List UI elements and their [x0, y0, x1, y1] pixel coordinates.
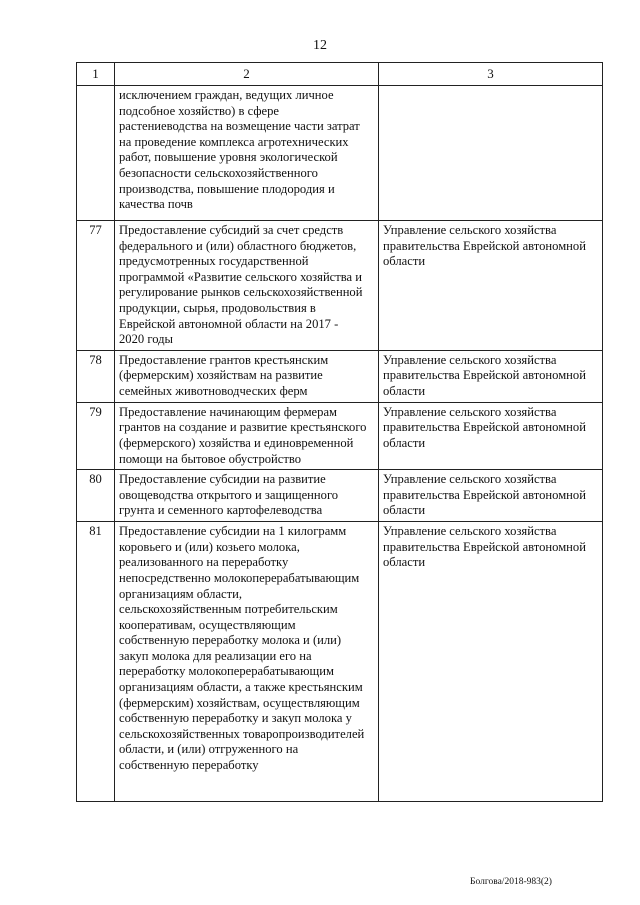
row-description: исключением граждан, ведущих личное подсобное хозяйство) в сфере растениеводства на возмещение части затрат на проведение комплекса агротехнических работ, повышение уровня экологической безопасности сельскохозяйственного производства, повышение плодородия и качества почв — [115, 86, 379, 221]
document-code: Болгова/2018-983(2) — [470, 877, 552, 887]
table-row — [77, 470, 603, 522]
row-number: 77 — [77, 221, 115, 351]
column-header-2: 2 — [115, 63, 379, 86]
column-header-3: 3 — [379, 63, 603, 86]
activities-table — [76, 62, 603, 802]
row-number: 81 — [77, 522, 115, 802]
row-authority — [379, 86, 603, 221]
table-row — [77, 86, 603, 221]
row-description: Предоставление субсидии на развитие овощеводства открытого и защищенного грунта и семенного картофелеводства — [115, 470, 379, 522]
row-description: Предоставление начинающим фермерам грантов на создание и развитие крестьянского (фермерского) хозяйства и единовременной помощи на бытовое обустройство — [115, 402, 379, 469]
row-description: Предоставление субсидий за счет средств федерального и (или) областного бюджетов, предусмотренных государственной программой «Развитие сельского хозяйства и регулирование рынков сельскохозяйственной продукции, сырья, продовольствия в Еврейской автономной области на 2017 - 2020 годы — [115, 221, 379, 351]
table-row — [77, 522, 603, 802]
row-number: 78 — [77, 350, 115, 402]
table-row — [77, 402, 603, 469]
row-authority: Управление сельского хозяйства правительства Еврейской автономной области — [379, 470, 603, 522]
row-authority: Управление сельского хозяйства правительства Еврейской автономной области — [379, 522, 603, 802]
table-header-row — [77, 63, 603, 86]
row-authority: Управление сельского хозяйства правительства Еврейской автономной области — [379, 402, 603, 469]
row-number — [77, 86, 115, 221]
page-number: 12 — [313, 38, 327, 53]
table-row — [77, 350, 603, 402]
row-description: Предоставление грантов крестьянским (фермерским) хозяйствам на развитие семейных животноводческих ферм — [115, 350, 379, 402]
table-row — [77, 221, 603, 351]
row-authority: Управление сельского хозяйства правительства Еврейской автономной области — [379, 221, 603, 351]
row-authority: Управление сельского хозяйства правительства Еврейской автономной области — [379, 350, 603, 402]
column-header-1: 1 — [77, 63, 115, 86]
row-number: 79 — [77, 402, 115, 469]
row-description: Предоставление субсидии на 1 килограмм коровьего и (или) козьего молока, реализованного на переработку непосредственно молокоперерабатывающим организациям области, сельскохозяйственным потребительским кооперативам, осуществляющим собственную переработку молока и (или) закуп молока для реализации его на переработку молокоперерабатывающим организациям области, а также крестьянским (фермерским) хозяйствам, осуществляющим собственную переработку и закуп молока у сельскохозяйственных товаропроизводителей области, и (или) отгруженного на собственную переработку — [115, 522, 379, 802]
row-number: 80 — [77, 470, 115, 522]
